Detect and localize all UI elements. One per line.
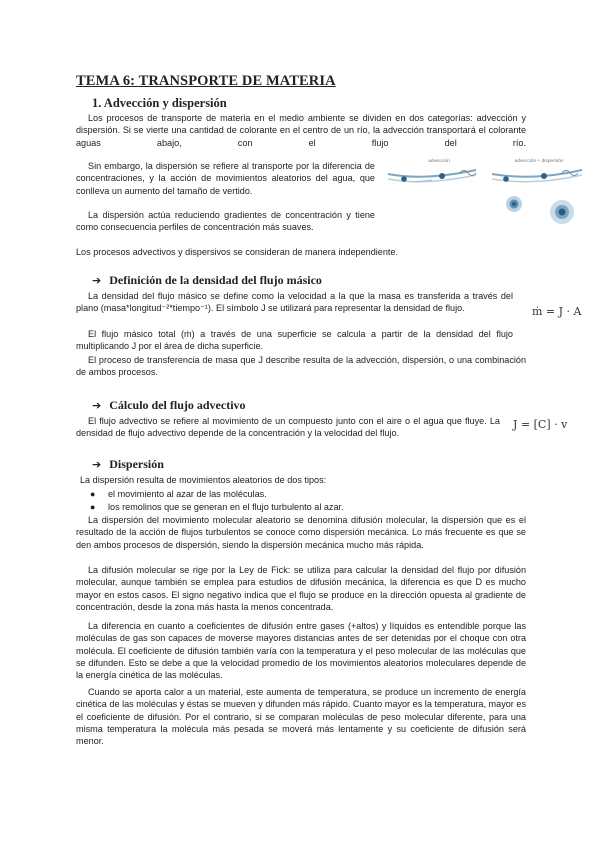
arrow-right-icon: ➔: [92, 274, 102, 287]
bullet-icon: ●: [90, 489, 96, 499]
figure-label-left: advección: [428, 159, 450, 164]
paragraph: El flujo másico total (ṁ) a través de una superficie se calcula a partir de la densidad del flujo multiplicando J por el área de dicha superficie.: [76, 329, 513, 352]
paragraph: La dispersión resulta de movimientos aleatorios de dos tipos:: [80, 475, 327, 485]
advection-dispersion-figure: [384, 148, 584, 228]
paragraph: La diferencia en cuanto a coeficientes de difusión entre gases (+altos) y líquidos es entendible porque las moléculas de gas son capaces de moverse mayores distancias antes de ser detenidas por el choque con otra molécula. El coeficiente de difusión también varía con la temperatura y el peso molecular de las moléculas que se difunden. Esto se debe a que la velocidad promedio de los movimientos aleatorios moleculares depende de la energía cinética de las moléculas.: [76, 621, 526, 681]
paragraph: El flujo advectivo se refiere al movimiento de un compuesto junto con el aire o el agua que fluye. La densidad de flujo advectivo depende de la concentración y la velocidad del flujo.: [76, 416, 500, 439]
mass-flow-formula: ṁ = J · A: [532, 305, 582, 318]
paragraph: La difusión molecular se rige por la Ley de Fick: se utiliza para calcular la densidad del flujo por difusión molecular, aunque también se emplea para estudios de difusión mecánica, la diferencia es que D es mucho mayor en estos casos. El signo negativo indica que el flujo se produce en la dirección opuesta al gradiente de concentración, desde la zona más hasta la menos concentrada.: [76, 565, 526, 613]
page-title: TEMA 6: TRANSPORTE DE MATERIA: [76, 73, 336, 89]
dye-dot: [541, 173, 547, 179]
section-heading-adveccion: 1. Advección y dispersión: [92, 96, 227, 110]
arrow-right-icon: ➔: [92, 399, 102, 412]
paragraph: La densidad del flujo másico se define como la velocidad a la que la masa es transferida a través del plano (masa*longitud⁻²*tiempo⁻¹). El símbolo J se utilizará para representar la densidad de flujo.: [76, 291, 513, 314]
section-heading-dispersion: ➔ Dispersión: [92, 457, 164, 471]
paragraph: La dispersión del movimiento molecular aleatorio se denomina difusión molecular, la dispersión que es el resultado de la acción de flujos turbulentos se conoce como dispersión mecánica. Lo más frecuente es que se den ambos procesos de dispersión, siendo la dispersión mecánica mucho más rápida.: [76, 515, 526, 550]
list-item: ● los remolinos que se generan en el flujo turbulento al azar.: [90, 502, 344, 512]
paragraph: Cuando se aporta calor a un material, este aumenta de temperatura, se produce un incremento de energía cinética de las moléculas y éstas se mueven y difunden más rápido. Cuanto mayor es la temperatura, mayor es el coeficiente de difusión. Por el contrario, si se comparan moléculas de peso molecular diferente, para una misma temperatura la molécula más pesada se moverá más lentamente y su coeficiente de difusión será menor.: [76, 687, 526, 747]
bullet-icon: ●: [90, 502, 96, 512]
paragraph: La dispersión actúa reduciendo gradientes de concentración y tiene como consecuencia perfiles de concentración más suaves.: [76, 210, 375, 233]
figure-label-right: advección + dispersión: [514, 159, 564, 164]
paragraph: Sin embargo, la dispersión se refiere al transporte por la diferencia de concentraciones, y la acción de movimientos aleatorios del agua, que conlleva un aumento del tamaño de vertido.: [76, 161, 375, 196]
paragraph: Los procesos advectivos y dispersivos se consideran de manera independiente.: [76, 247, 399, 257]
dye-dot: [401, 176, 407, 182]
section-heading-advectivo: ➔ Cálculo del flujo advectivo: [92, 398, 246, 412]
dye-dot: [439, 173, 445, 179]
paragraph: El proceso de transferencia de masa que J describe resulta de la advección, dispersión, o una combinación de ambos procesos.: [76, 355, 526, 378]
paragraph: Los procesos de transporte de materia en el medio ambiente se dividen en dos categorías: advección y dispersión. Si se vierte una cantidad de colorante en el centro de un río, la advección transportará el colorante aguas abajo, con el flujo del río.: [76, 113, 526, 148]
arrow-right-icon: ➔: [92, 458, 102, 471]
section-heading-densidad: ➔ Definición de la densidad del flujo másico: [92, 273, 322, 287]
dye-dot: [503, 176, 509, 182]
advective-flux-formula: J = [C] · v: [513, 418, 568, 431]
list-item: ● el movimiento al azar de las moléculas.: [90, 489, 267, 499]
